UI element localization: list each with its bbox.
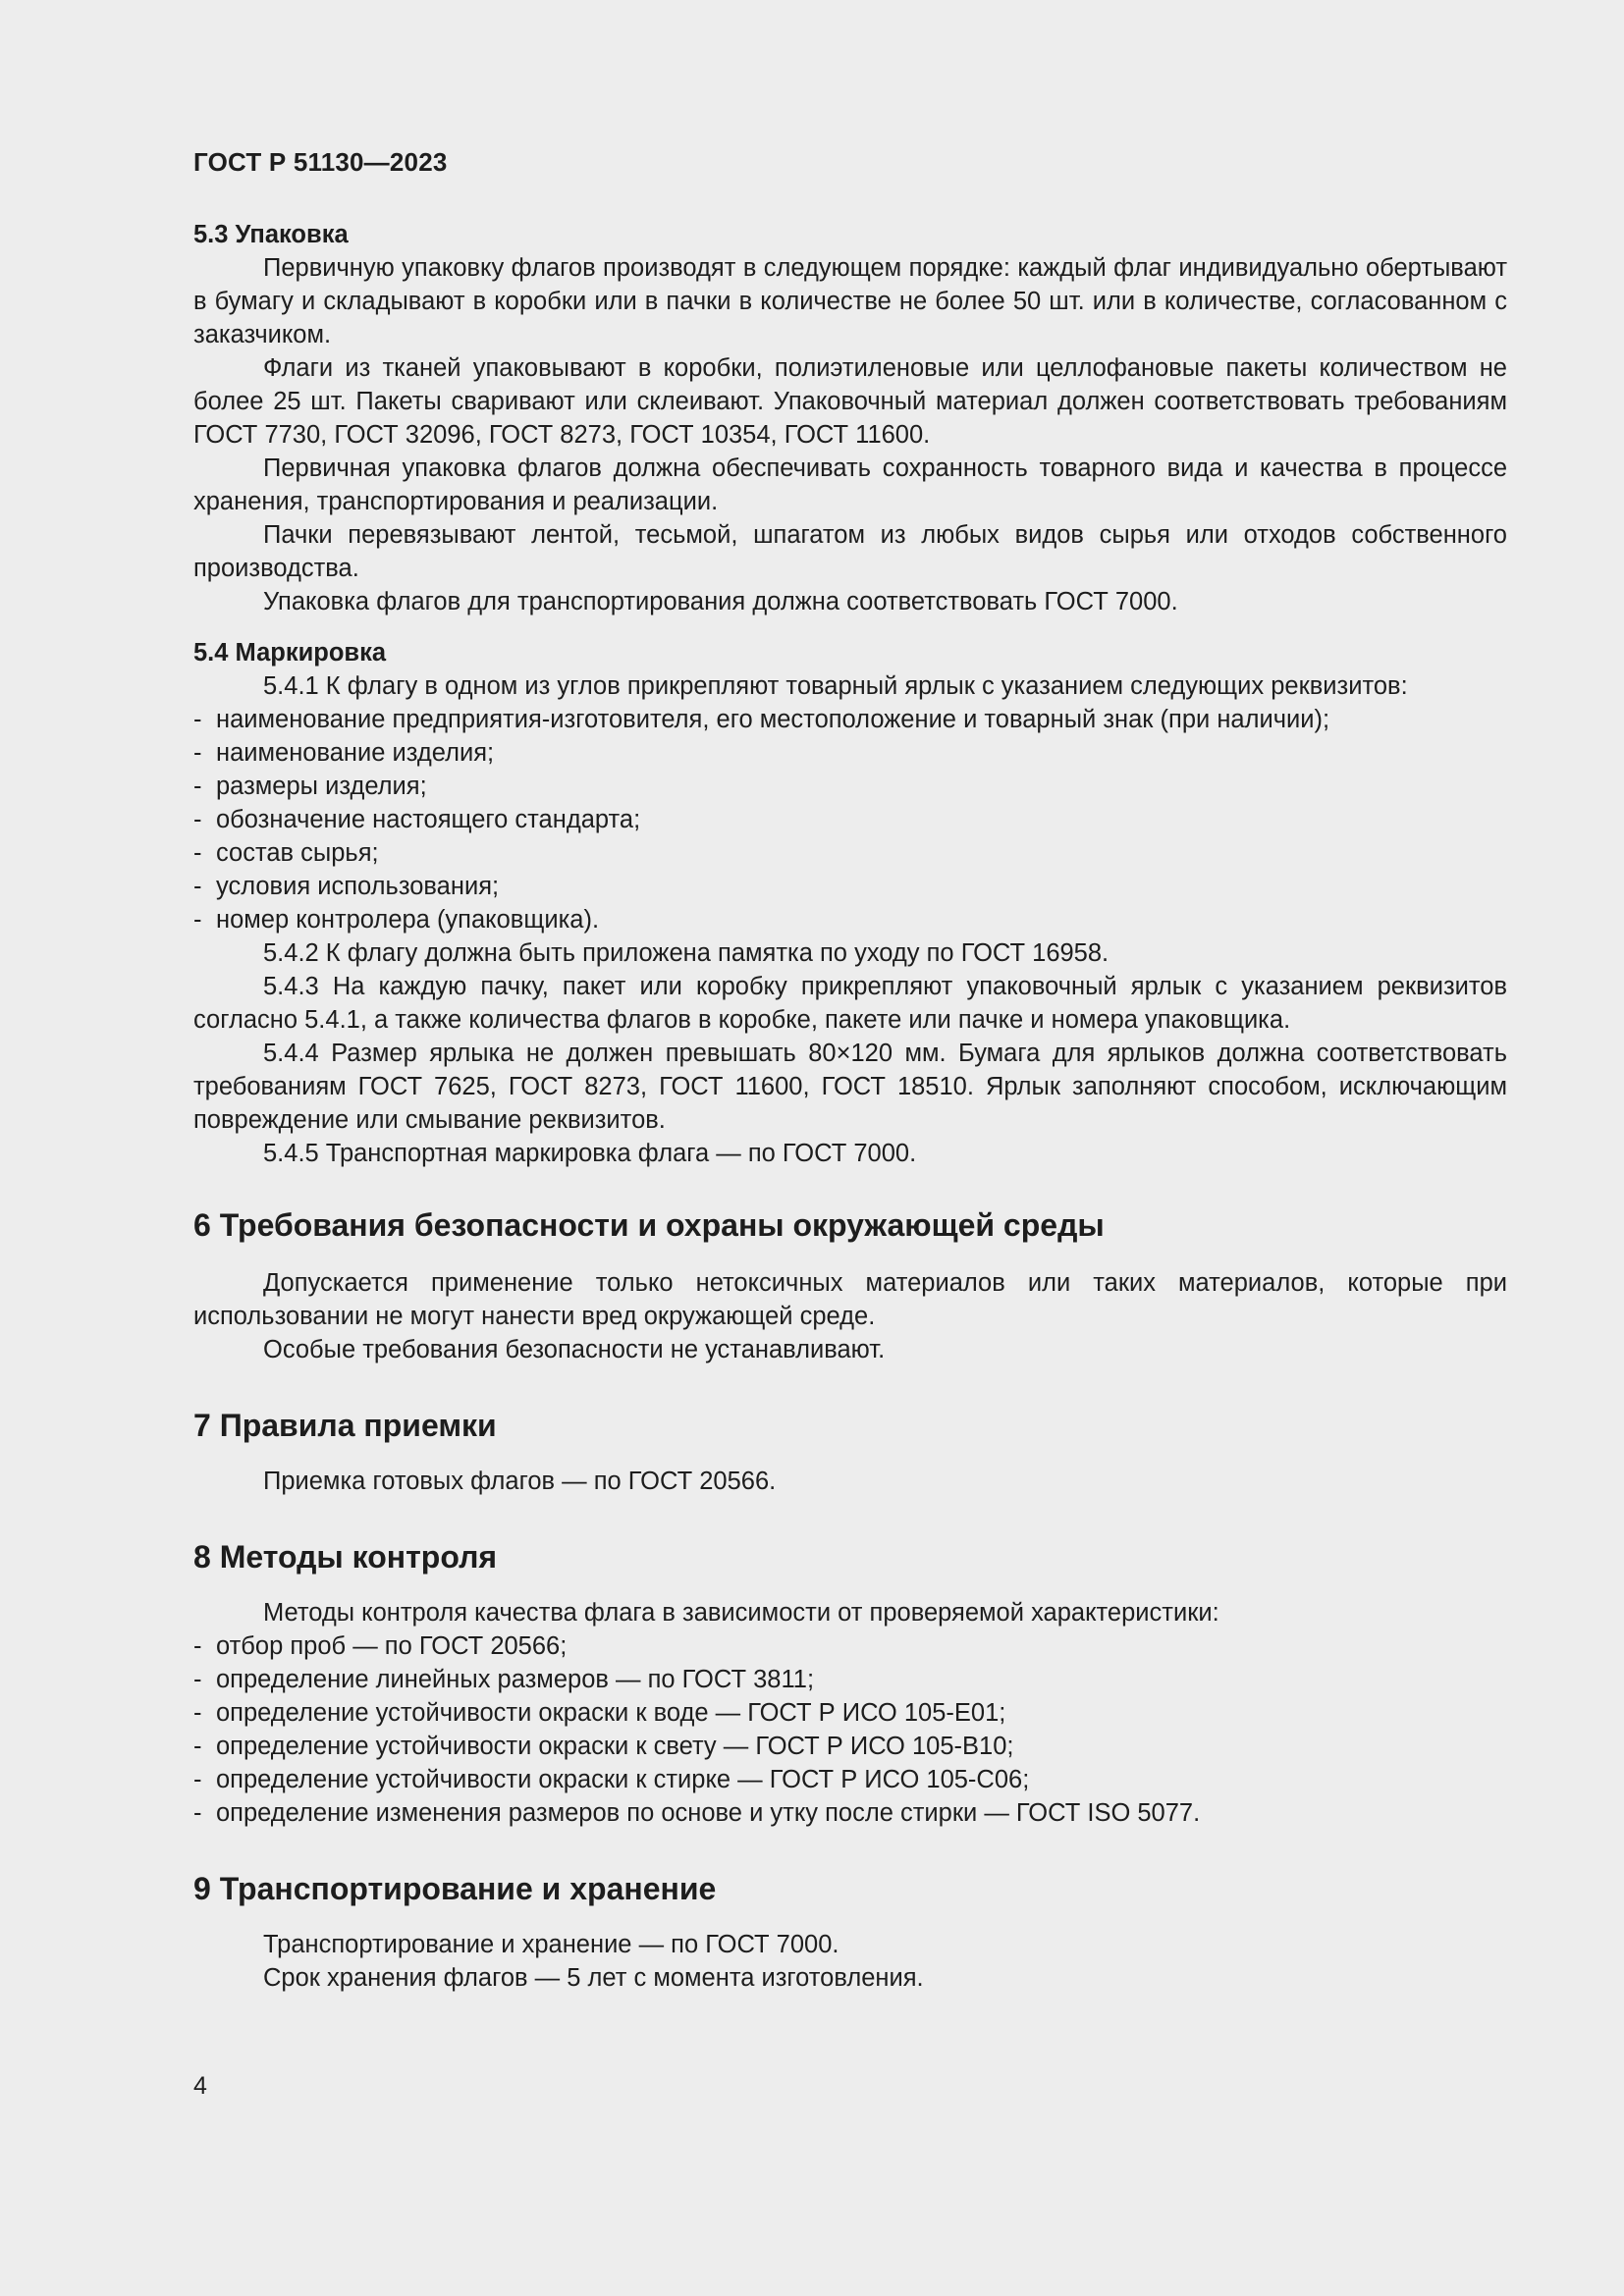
list-item: - номер контролера (упаковщика).	[193, 903, 1507, 936]
list-item: - условия использования;	[193, 870, 1507, 903]
paragraph: Методы контроля качества флага в зависимости от проверяемой характеристики:	[263, 1599, 1219, 1627]
list-item: - определение линейных размеров — по ГОСТ 3811;	[193, 1663, 1507, 1696]
paragraph: 5.4.5 Транспортная маркировка флага — по ГОСТ 7000.	[263, 1140, 917, 1167]
list-item: - определение устойчивости окраски к стирке — ГОСТ Р ИСО 105-С06;	[193, 1763, 1507, 1796]
page-content	[193, 218, 1507, 1995]
subsection-title-5-3: 5.3 Упаковка	[193, 221, 349, 248]
list-dash: -	[193, 873, 202, 900]
list-dash: -	[193, 906, 202, 934]
section-title-9: 9 Транспортирование и хранение	[193, 1871, 717, 1906]
list-dash: -	[193, 806, 202, 833]
list-dash: -	[193, 773, 202, 800]
paragraph: 5.4.1 К флагу в одном из углов прикрепляют товарный ярлык с указанием следующих реквизитов:	[263, 672, 1408, 700]
section-title-6: 6 Требования безопасности и охраны окружающей среды	[193, 1207, 1105, 1243]
section-title-8: 8 Методы контроля	[193, 1539, 498, 1575]
paragraph: Транспортирование и хранение — по ГОСТ 7000.	[263, 1931, 839, 1958]
list-item: - наименование предприятия-изготовителя, его местоположение и товарный знак (при наличии);	[193, 703, 1507, 736]
section-title-7: 7 Правила приемки	[193, 1408, 497, 1443]
list-dash: -	[193, 1766, 202, 1793]
list-item: - состав сырья;	[193, 836, 1507, 870]
paragraph: Пачки перевязывают лентой, тесьмой, шпагатом из любых видов сырья или отходов собственного производства.	[193, 521, 1507, 582]
list-dash: -	[193, 1799, 202, 1827]
list-dash: -	[193, 706, 202, 733]
paragraph: Флаги из тканей упаковывают в коробки, полиэтиленовые или целлофановые пакеты количеством не более 25 шт. Пакеты сваривают или склеивают. Упаковочный материал должен соответствовать требованиям ГОСТ 7730, ГОСТ 32096, ГОСТ 8273, ГОСТ 10354, ГОСТ 11600.	[193, 354, 1507, 449]
list-item: - определение изменения размеров по основе и утку после стирки — ГОСТ ISO 5077.	[193, 1796, 1507, 1830]
list-item: - наименование изделия;	[193, 736, 1507, 770]
list-item: - определение устойчивости окраски к свету — ГОСТ Р ИСО 105-В10;	[193, 1730, 1507, 1763]
list-dash: -	[193, 1733, 202, 1760]
paragraph: 5.4.4 Размер ярлыка не должен превышать 80×120 мм. Бумага для ярлыков должна соответствовать требованиям ГОСТ 7625, ГОСТ 8273, ГОСТ 11600, ГОСТ 18510. Ярлык заполняют способом, исключающим повреждение или смывание реквизитов.	[193, 1040, 1507, 1134]
list-item: - размеры изделия;	[193, 770, 1507, 803]
paragraph: Срок хранения флагов — 5 лет с момента изготовления.	[263, 1964, 924, 1992]
list-dash: -	[193, 739, 202, 767]
paragraph: Упаковка флагов для транспортирования должна соответствовать ГОСТ 7000.	[263, 588, 1178, 615]
list-dash: -	[193, 1699, 202, 1727]
paragraph: Первичную упаковку флагов производят в следующем порядке: каждый флаг индивидуально обертывают в бумагу и складывают в коробки или в пачки в количестве не более 50 шт. или в количестве, согласованном с заказчиком.	[193, 254, 1507, 348]
list-dash: -	[193, 839, 202, 867]
paragraph: 5.4.2 К флагу должна быть приложена памятка по уходу по ГОСТ 16958.	[263, 939, 1110, 967]
paragraph: Приемка готовых флагов — по ГОСТ 20566.	[263, 1468, 777, 1495]
paragraph: Особые требования безопасности не устанавливают.	[263, 1336, 886, 1363]
document-code: ГОСТ Р 51130—2023	[193, 147, 448, 177]
paragraph: 5.4.3 На каждую пачку, пакет или коробку прикрепляют упаковочный ярлык с указанием реквизитов согласно 5.4.1, а также количества флагов в коробке, пакете или пачке и номера упаковщика.	[193, 973, 1507, 1034]
list-item: - обозначение настоящего стандарта;	[193, 803, 1507, 836]
list-item: - определение устойчивости окраски к воде — ГОСТ Р ИСО 105-Е01;	[193, 1696, 1507, 1730]
page-number: 4	[193, 2072, 207, 2100]
subsection-title-5-4: 5.4 Маркировка	[193, 639, 387, 667]
list-dash: -	[193, 1666, 202, 1693]
list-dash: -	[193, 1632, 202, 1660]
paragraph: Допускается применение только нетоксичных материалов или таких материалов, которые при использовании не могут нанести вред окружающей среде.	[193, 1269, 1507, 1330]
paragraph: Первичная упаковка флагов должна обеспечивать сохранность товарного вида и качества в процессе хранения, транспортирования и реализации.	[193, 454, 1507, 515]
list-item: - отбор проб — по ГОСТ 20566;	[193, 1629, 1507, 1663]
